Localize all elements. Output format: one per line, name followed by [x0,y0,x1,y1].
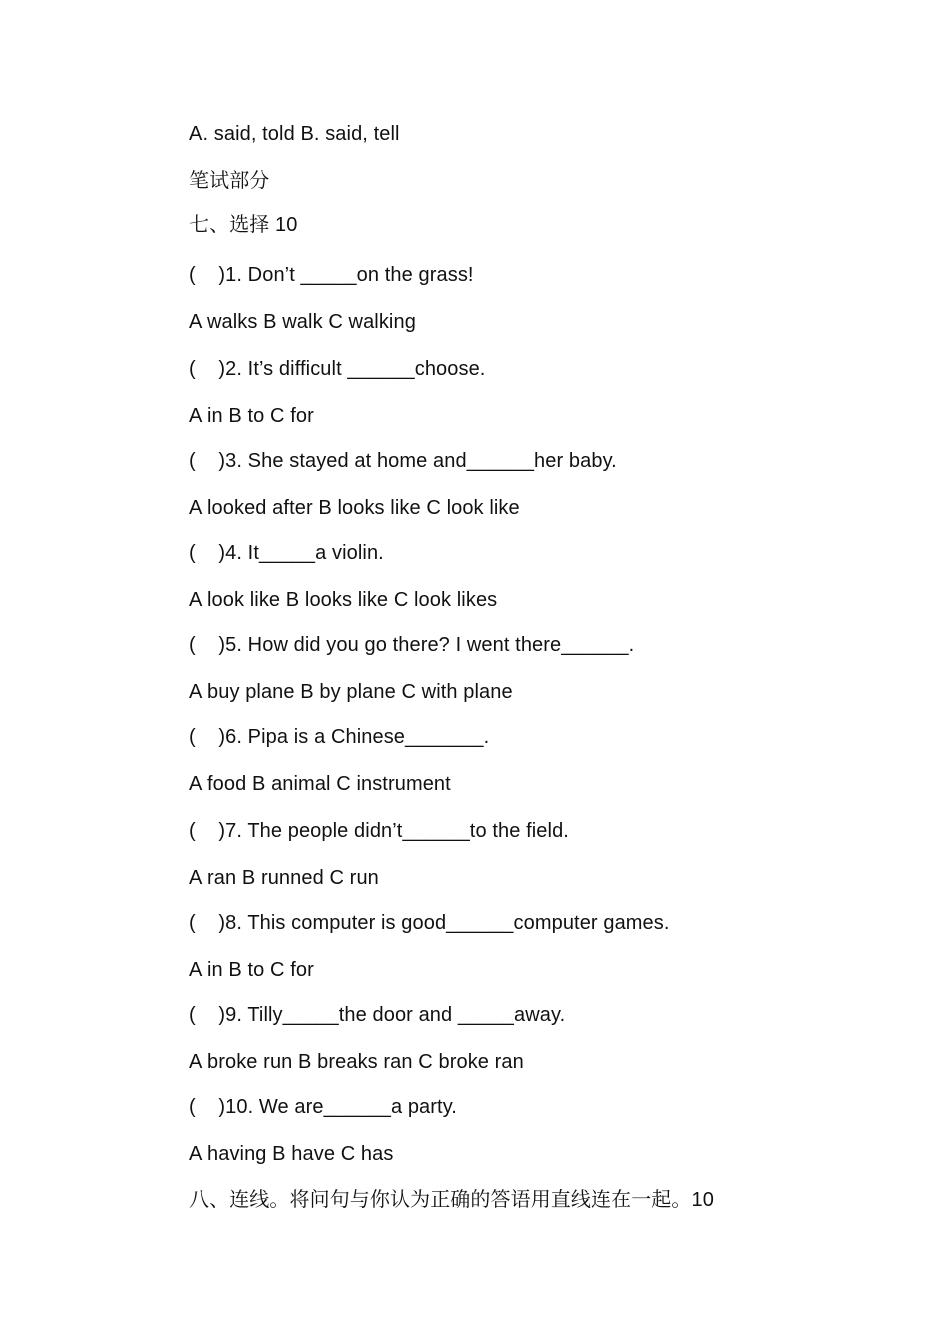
question-9: ( )9. Tilly_____the door and _____away. [189,1004,566,1026]
option-line-prev: A. said, told B. said, tell [189,123,400,145]
options-9: A broke run B breaks ran C broke ran [189,1051,524,1073]
question-7: ( )7. The people didn’t______to the field. [189,820,569,842]
question-3: ( )3. She stayed at home and______her baby. [189,450,617,472]
options-7: A ran B runned C run [189,867,379,889]
options-8: A in B to C for [189,959,314,981]
question-8: ( )8. This computer is good______computer games. [189,912,670,934]
section-heading-matching: 八、连线。将问句与你认为正确的答语用直线连在一起。10 [189,1189,714,1211]
question-4: ( )4. It_____a violin. [189,542,384,564]
options-5: A buy plane B by plane C with plane [189,681,513,703]
options-2: A in B to C for [189,405,314,427]
options-1: A walks B walk C walking [189,311,416,333]
question-1: ( )1. Don’t _____on the grass! [189,264,474,286]
question-2: ( )2. It’s difficult ______choose. [189,358,486,380]
question-10: ( )10. We are______a party. [189,1096,457,1118]
question-6: ( )6. Pipa is a Chinese_______. [189,726,490,748]
options-3: A looked after B looks like C look like [189,497,520,519]
section-heading-choice: 七、选择 10 [189,214,298,236]
section-heading-written: 笔试部分 [189,170,270,192]
question-5: ( )5. How did you go there? I went there______. [189,634,635,656]
options-10: A having B have C has [189,1143,394,1165]
options-4: A look like B looks like C look likes [189,589,498,611]
options-6: A food B animal C instrument [189,773,451,795]
